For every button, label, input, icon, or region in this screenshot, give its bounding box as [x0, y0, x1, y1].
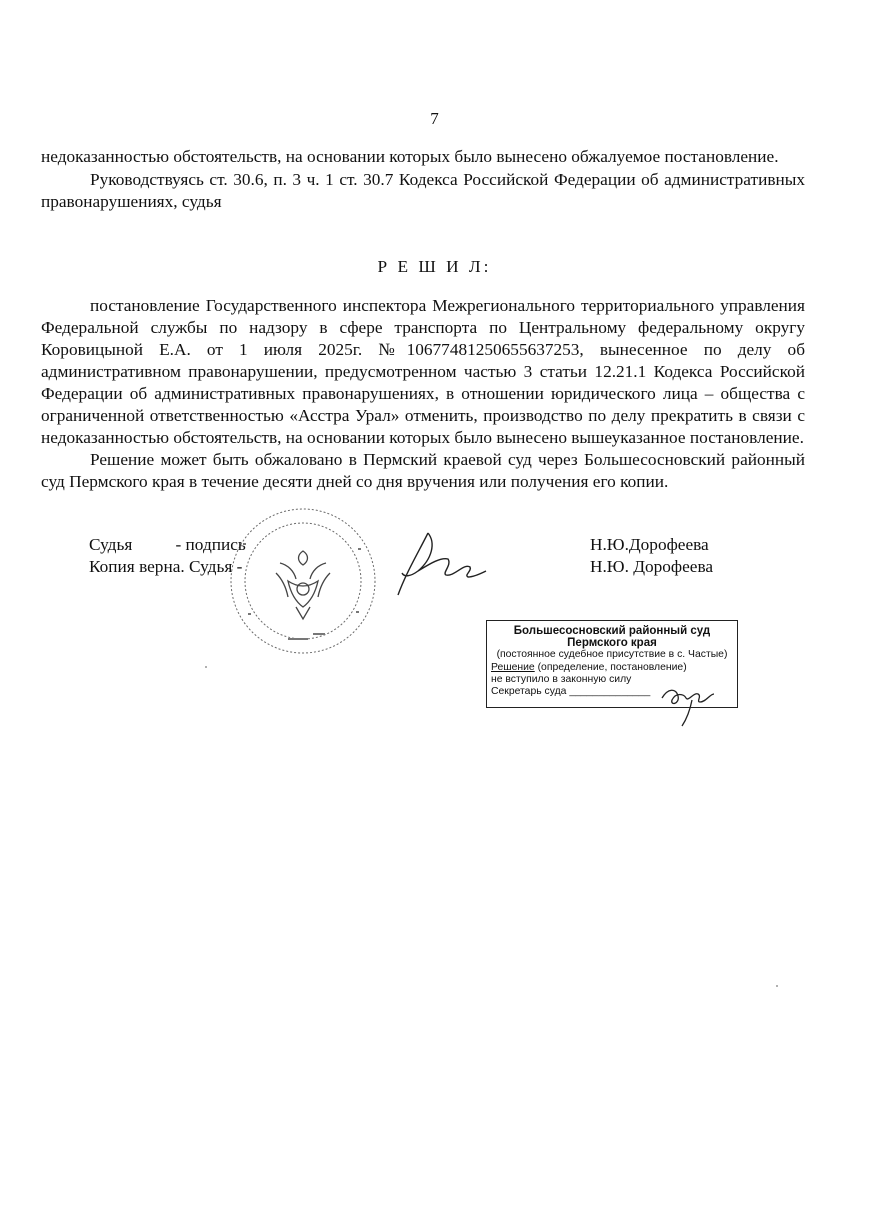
stamp-presence: (постоянное судебное присутствие в с. Частые)	[496, 649, 728, 661]
stamp-court-name: Большесосновский районный суд	[513, 625, 711, 637]
copy-certified-label: Копия верна. Судья -	[89, 557, 243, 576]
paragraph-decision: постановление Государственного инспектора Межрегионального территориального управления Федеральной службы по надзору в сфере транспорта по Центральному федеральному округу Коровицыной Е.А. от 1 июля 2025г. №10677481250655637253, вынесенное по делу об административном правонарушении, предусмотренном частью 3 статьи 12.21.1 Кодекса Российской Федерации об административных правонарушениях, в отношении юридического лица – общества с ограниченной ответственностью «Асстра Урал» отменить, производство по делу прекратить в связи с недоказанностью обстоятельств, на основании которых было вынесено вышеуказанное постановление.	[41, 296, 805, 447]
stamp-region: Пермского края	[567, 637, 657, 650]
judge-signature-icon	[388, 525, 498, 605]
court-seal-icon	[218, 503, 388, 658]
decision-heading: Р Е Ш И Л:	[377, 257, 492, 276]
paragraph-appeal: Решение может быть обжаловано в Пермский краевой суд через Большесосновский районный суд Пермского края в течение десяти дней со дня вручения или получения его копии.	[41, 450, 805, 491]
judge-name: Н.Ю.Дорофеева	[590, 535, 709, 554]
decision-text-block	[41, 295, 805, 493]
signature-row-judge	[89, 534, 246, 556]
signature-row-copy	[89, 556, 242, 578]
copy-judge-name: Н.Ю. Дорофеева	[590, 557, 714, 576]
page-number: 7	[430, 109, 439, 128]
judge-label: Судья - подпись	[89, 535, 246, 554]
scan-speck	[776, 985, 778, 987]
paragraph-continuation: недоказанностью обстоятельств, на основании которых было вынесено обжалуемое постановление.	[41, 147, 779, 166]
secretary-signature-icon	[652, 680, 722, 728]
paragraph-legal-basis: Руководствуясь ст. 30.6, п. 3 ч. 1 ст. 30.7 Кодекса Российской Федерации об административных правонарушениях, судья	[41, 170, 805, 211]
stamp-decision-type: Решение (определение, постановление)	[491, 661, 687, 673]
top-text-block	[41, 146, 805, 213]
stamp-status: не вступило в законную силу	[491, 673, 632, 685]
stamp-secretary: Секретарь суда ______________	[491, 686, 651, 698]
scan-speck	[205, 666, 207, 668]
